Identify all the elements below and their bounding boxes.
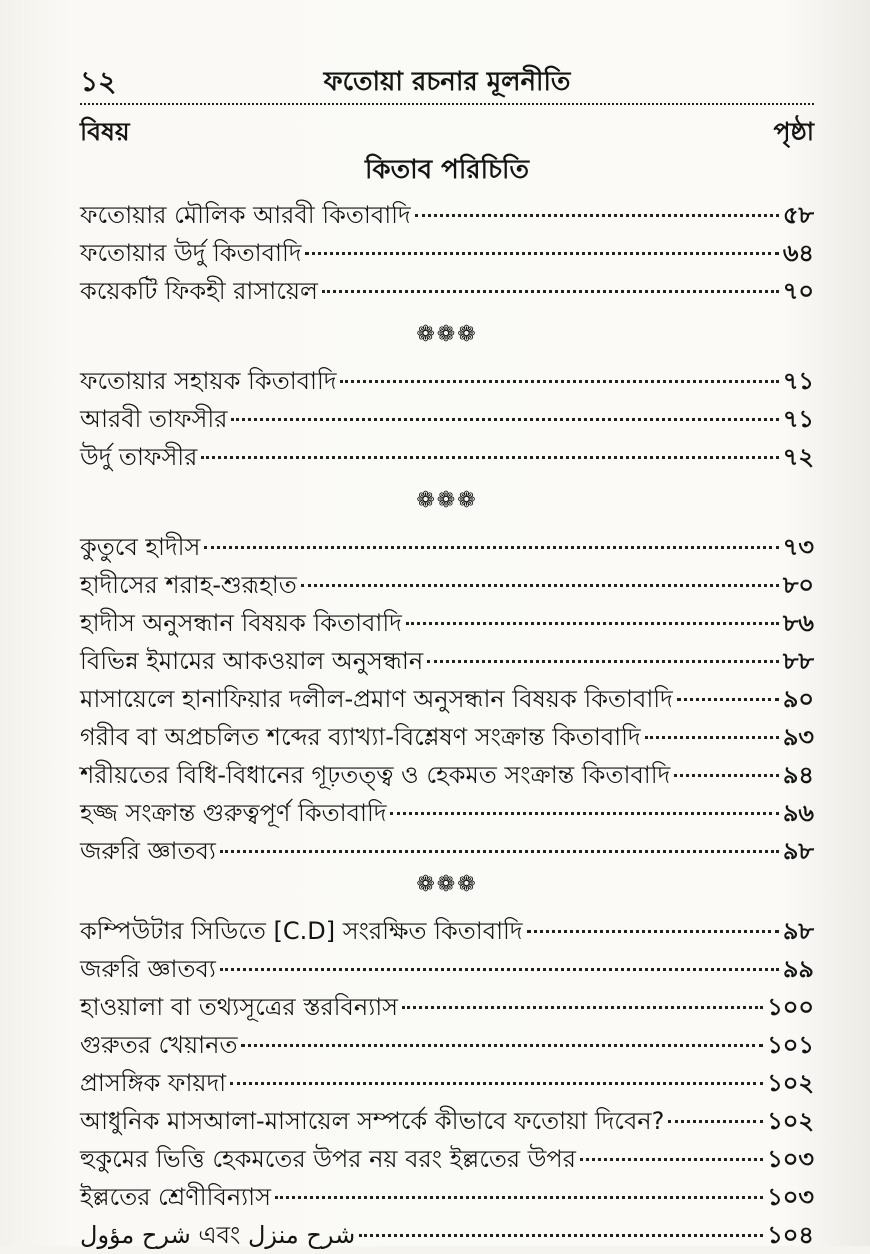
toc-entry[interactable] [80, 1102, 814, 1140]
toc-entry-page: ৭১ [782, 405, 814, 433]
page-column-heading: পৃষ্ঠা [773, 117, 814, 146]
toc-entry[interactable] [80, 912, 814, 950]
toc-group-3 [80, 528, 814, 870]
dot-leader [231, 418, 778, 421]
toc-entry-page: ৯৬ [782, 799, 814, 827]
book-title: ফতোয়া রচনার মূলনীতি [323, 67, 571, 97]
toc-entry-title: মাসায়েলে হানাফিয়ার দলীল-প্রমাণ অনুসন্ধান বিষয়ক কিতাবাদি [80, 685, 673, 713]
toc-entry-page: ৯৮ [782, 837, 814, 865]
dot-leader [220, 968, 779, 971]
toc-entry-page: ৬৪ [782, 239, 814, 267]
dot-leader [677, 698, 779, 701]
toc-entry[interactable] [80, 832, 814, 870]
toc-entry-title: কম্পিউটার সিডিতে [C.D] সংরক্ষিত কিতাবাদি [80, 917, 523, 945]
toc-entry[interactable] [80, 400, 814, 438]
header-divider [80, 103, 814, 105]
toc-entry[interactable] [80, 566, 814, 604]
toc-entry[interactable] [80, 438, 814, 476]
toc-entry-title: হাদীসের শরাহ-শুরূহাত [80, 571, 297, 599]
toc-entry-title: কয়েকটি ফিকহী রাসায়েল [80, 277, 318, 305]
dot-leader [668, 1120, 763, 1123]
dot-leader [390, 812, 778, 815]
dot-leader [645, 736, 779, 739]
subject-column-heading: বিষয় [80, 117, 130, 146]
toc-entry-page: ৮৬ [782, 609, 814, 637]
dot-leader [580, 1158, 763, 1161]
toc-entry-title: জরুরি জ্ঞাতব্য [80, 837, 216, 865]
toc-group-1 [80, 196, 814, 310]
toc-entry[interactable] [80, 642, 814, 680]
toc-entry[interactable] [80, 528, 814, 566]
toc-entry[interactable] [80, 1216, 814, 1254]
dot-leader [275, 1196, 763, 1199]
dot-leader [220, 850, 779, 853]
ornament-divider: ❁❁❁ [416, 488, 478, 513]
toc-entry-page: ৭৩ [782, 533, 814, 561]
toc-entry[interactable] [80, 718, 814, 756]
dot-leader [322, 290, 779, 293]
toc-entry-title: বিভিন্ন ইমামের আকওয়াল অনুসন্ধান [80, 647, 424, 675]
toc-entry[interactable] [80, 1026, 814, 1064]
toc-entry[interactable] [80, 680, 814, 718]
toc-entry[interactable] [80, 1178, 814, 1216]
dot-leader [230, 1082, 763, 1085]
toc-entry-page: ৭০ [782, 277, 814, 305]
toc-entry-page: ১০৩ [767, 1145, 814, 1173]
toc-entry-title: হাদীস অনুসন্ধান বিষয়ক কিতাবাদি [80, 609, 402, 637]
toc-entry-page: ৮০ [782, 571, 814, 599]
dot-leader [241, 1044, 763, 1047]
page-number: ১২ [80, 65, 117, 98]
toc-entry-page: ৮৮ [782, 647, 814, 675]
toc-entry-title: গুরুতর খেয়ানত [80, 1031, 238, 1059]
toc-entry-page: ১০০ [767, 993, 814, 1021]
toc-entry[interactable] [80, 1064, 814, 1102]
dot-leader [301, 584, 779, 587]
toc-entry-title: শরীয়তের বিধি-বিধানের গূঢ়তত্ত্ব ও হেকমত সংক্রান্ত কিতাবাদি [80, 761, 671, 789]
toc-entry[interactable] [80, 950, 814, 988]
toc-entry[interactable] [80, 756, 814, 794]
ornament-divider: ❁❁❁ [416, 322, 478, 347]
toc-entry-page: ৯৯ [782, 955, 814, 983]
toc-entry-page: ১০২ [767, 1107, 814, 1135]
toc-entry-title: ফতোয়ার মৌলিক আরবী কিতাবাদি [80, 201, 411, 229]
toc-entry-page: ৯৩ [782, 723, 814, 751]
toc-entry-title: ফতোয়ার সহায়ক কিতাবাদি [80, 367, 337, 395]
toc-entry[interactable] [80, 988, 814, 1026]
toc-entry-page: ৫৮ [782, 201, 814, 229]
toc-entry-title: কুতুবে হাদীস [80, 533, 201, 561]
toc-entry[interactable] [80, 1140, 814, 1178]
toc-entry-title: আরবী তাফসীর [80, 405, 228, 433]
dot-leader [406, 622, 779, 625]
toc-entry-title: আধুনিক মাসআলা-মাসায়েল সম্পর্কে কীভাবে ফতোয়া দিবেন? [80, 1107, 665, 1135]
toc-entry[interactable] [80, 362, 814, 400]
dot-leader [427, 660, 779, 663]
toc-entry-title: হজ্জ সংক্রান্ত গুরুত্বপূর্ণ কিতাবাদি [80, 799, 387, 827]
running-head [80, 62, 814, 102]
toc-entry-page: ৯০ [782, 685, 814, 713]
section-title: কিতাব পরিচিতি [364, 155, 529, 185]
toc-entry-title: হুকুমের ভিত্তি হেকমতের উপর নয় বরং ইল্লতের উপর [80, 1145, 576, 1173]
toc-entry-title: ফতোয়ার উর্দু কিতাবাদি [80, 239, 302, 267]
dot-leader [527, 930, 779, 933]
toc-entry-title: হাওয়ালা বা তথ্যসূত্রের স্তরবিন্যাস [80, 993, 399, 1021]
toc-entry-page: ৯৪ [782, 761, 814, 789]
dot-leader [359, 1234, 763, 1237]
toc-entry-page: ১০১ [767, 1031, 814, 1059]
toc-entry[interactable] [80, 196, 814, 234]
dot-leader [402, 1006, 763, 1009]
toc-entry-title: প্রাসঙ্গিক ফায়দা [80, 1069, 227, 1097]
toc-entry-page: ৯৮ [782, 917, 814, 945]
toc-entry-title: شرح مؤول এবং شرح منزل [80, 1221, 356, 1249]
toc-group-2 [80, 362, 814, 476]
toc-group-4 [80, 912, 814, 1254]
dot-leader [201, 456, 778, 459]
toc-entry-page: ৭২ [782, 443, 814, 471]
toc-entry-page: ১০২ [767, 1069, 814, 1097]
dot-leader [204, 546, 778, 549]
ornament-divider: ❁❁❁ [416, 872, 478, 897]
toc-entry-title: জরুরি জ্ঞাতব্য [80, 955, 216, 983]
toc-entry[interactable] [80, 604, 814, 642]
toc-entry-page: ১০৩ [767, 1183, 814, 1211]
toc-entry[interactable] [80, 794, 814, 832]
toc-entry-title: উর্দু তাফসীর [80, 443, 198, 471]
toc-entry[interactable] [80, 272, 814, 310]
dot-leader [415, 214, 779, 217]
toc-entry-page: ৭১ [782, 367, 814, 395]
column-headings [80, 112, 814, 152]
toc-entry-page: ১০৪ [767, 1221, 814, 1249]
dot-leader [674, 774, 779, 777]
toc-entry-title: ইল্লতের শ্রেণীবিন্যাস [80, 1183, 271, 1211]
toc-entry[interactable] [80, 234, 814, 272]
toc-entry-title: গরীব বা অপ্রচলিত শব্দের ব্যাখ্যা-বিশ্লেষণ সংক্রান্ত কিতাবাদি [80, 723, 641, 751]
dot-leader [305, 252, 778, 255]
dot-leader [340, 380, 778, 383]
